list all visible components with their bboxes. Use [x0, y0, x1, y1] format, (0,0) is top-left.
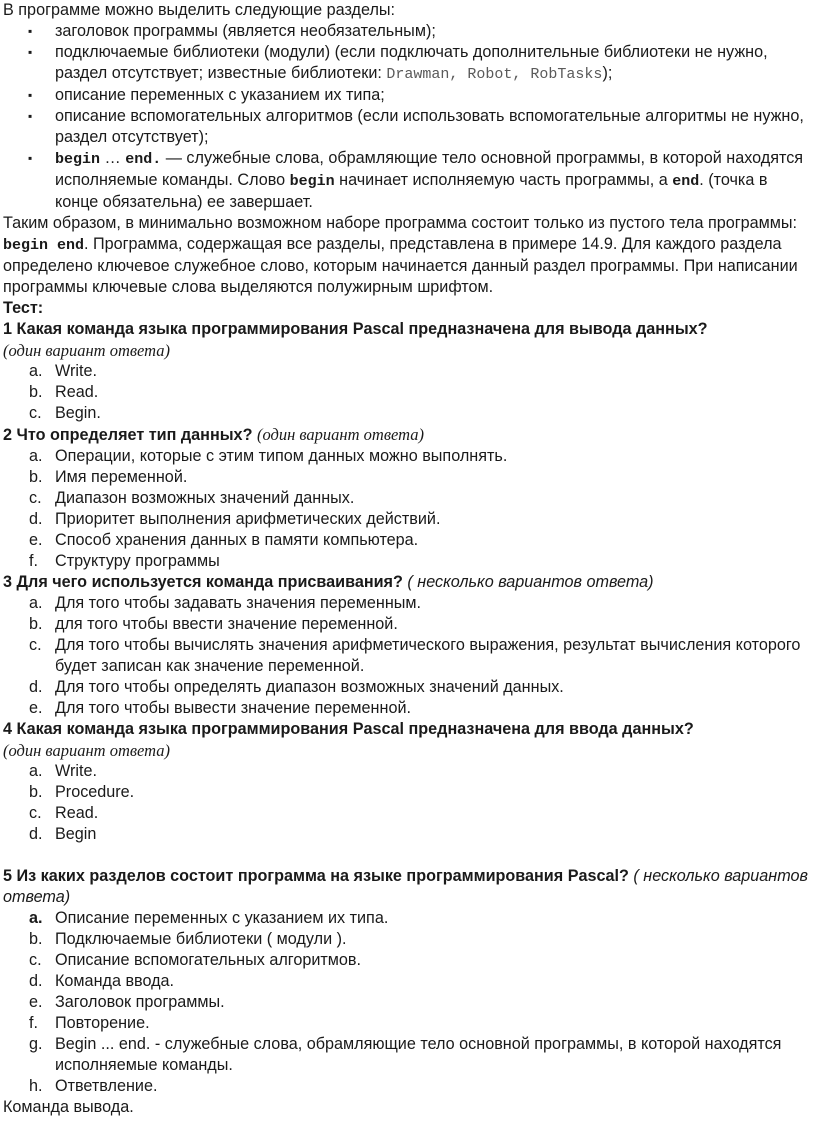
- question-4: 4 Какая команда языка программирования Pascal предназначена для ввода данных?: [3, 720, 694, 738]
- answer-option[interactable]: a. Write.: [29, 362, 97, 380]
- answer-option[interactable]: d. Приоритет выполнения арифметических действий.: [29, 510, 441, 528]
- question-3-options: [3, 593, 810, 719]
- intro-text: В программе можно выделить следующие разделы:: [3, 1, 396, 19]
- question-3-hint: ( несколько вариантов ответа): [407, 573, 654, 591]
- answer-option[interactable]: f. Структуру программы: [29, 552, 220, 570]
- question-1-hint: (один вариант ответа): [3, 341, 171, 360]
- answer-option[interactable]: d. Команда ввода.: [29, 972, 175, 990]
- answer-option[interactable]: a. Операции, которые с этим типом данных можно выполнять.: [29, 447, 508, 465]
- answer-option[interactable]: c. Описание вспомогательных алгоритмов.: [29, 951, 362, 969]
- library-names: Drawman, Robot, RobTasks: [386, 66, 603, 83]
- list-item: ▪ заголовок программы (является необязательным);: [55, 21, 810, 42]
- answer-option[interactable]: b. Procedure.: [29, 783, 135, 801]
- answer-option[interactable]: a. Write.: [29, 762, 97, 780]
- question-1-options: [3, 361, 810, 424]
- answer-option[interactable]: c. Диапазон возможных значений данных.: [29, 489, 355, 507]
- list-item: ▪ подключаемые библиотеки (модули) (если подключать дополнительные библиотеки не нужно, раздел отсутствует; известные библиотеки: Drawman, Robot, RobTasks);: [55, 42, 810, 85]
- question-1: 1 Какая команда языка программирования Pascal предназначена для вывода данных?: [3, 320, 708, 338]
- question-5: 5 Из каких разделов состоит программа на языке программирования Pascal? ( несколько вариантов ответа): [3, 867, 808, 906]
- list-item: ▪ описание переменных с указанием их типа;: [55, 85, 810, 106]
- answer-option[interactable]: e. Для того чтобы вывести значение переменной.: [29, 699, 411, 717]
- answer-option[interactable]: h. Ответвление.: [29, 1077, 158, 1095]
- answer-option[interactable]: a. Описание переменных с указанием их типа.: [29, 909, 389, 927]
- answer-option[interactable]: b. Подключаемые библиотеки ( модули ).: [29, 930, 347, 948]
- question-3: 3 Для чего используется команда присваивания? ( несколько вариантов ответа): [3, 573, 654, 591]
- answer-option[interactable]: e. Заголовок программы.: [29, 993, 225, 1011]
- answer-option[interactable]: e. Способ хранения данных в памяти компьютера.: [29, 531, 419, 549]
- answer-option[interactable]: d. Begin: [29, 825, 97, 843]
- question-5-options: [3, 908, 810, 1097]
- spacer: [3, 845, 810, 866]
- answer-option[interactable]: b. Read.: [29, 383, 99, 401]
- trailing-option: Команда вывода.: [3, 1098, 134, 1116]
- answer-option[interactable]: b. Имя переменной.: [29, 468, 188, 486]
- summary-paragraph: Таким образом, в минимально возможном наборе программа состоит только из пустого тела программы: begin end. Программа, содержащая все разделы, представлена в примере 14.9. Для каждого раздела определено ключевое служебное слово, которым начинается данный раздел программы. При написании программы ключевые слова выделяются полужирным шрифтом.: [3, 214, 798, 296]
- question-2: 2 Что определяет тип данных? (один вариант ответа): [3, 425, 424, 444]
- question-5-hint: ( несколько вариантов ответа): [3, 867, 808, 906]
- answer-option[interactable]: f. Повторение.: [29, 1014, 150, 1032]
- answer-option[interactable]: g. Begin ... end. - служебные слова, обрамляющие тело основной программы, в которой находятся исполняемые команды.: [29, 1035, 782, 1074]
- list-item: ▪ описание вспомогательных алгоритмов (если использовать вспомогательные алгоритмы не нужно, раздел отсутствует);: [55, 106, 810, 148]
- answer-option[interactable]: a. Для того чтобы задавать значения переменным.: [29, 594, 422, 612]
- test-heading: Тест:: [3, 299, 44, 317]
- question-4-hint: (один вариант ответа): [3, 741, 171, 760]
- list-item: ▪ begin … end. — служебные слова, обрамляющие тело основной программы, в которой находятся исполняемые команды. Слово begin начинает исполняемую часть программы, а end. (точка в конце обязательна) ее завершает.: [55, 148, 810, 213]
- question-4-options: [3, 761, 810, 845]
- sections-list: [3, 21, 810, 213]
- answer-option[interactable]: b. для того чтобы ввести значение переменной.: [29, 615, 398, 633]
- question-2-options: [3, 446, 810, 572]
- answer-option[interactable]: d. Для того чтобы определять диапазон возможных значений данных.: [29, 678, 564, 696]
- answer-option[interactable]: c. Read.: [29, 804, 99, 822]
- answer-option[interactable]: c. Begin.: [29, 404, 101, 422]
- question-2-hint: (один вариант ответа): [256, 425, 424, 444]
- answer-option[interactable]: c. Для того чтобы вычислять значения арифметического выражения, результат вычисления которого будет записан как значение переменной.: [29, 636, 801, 675]
